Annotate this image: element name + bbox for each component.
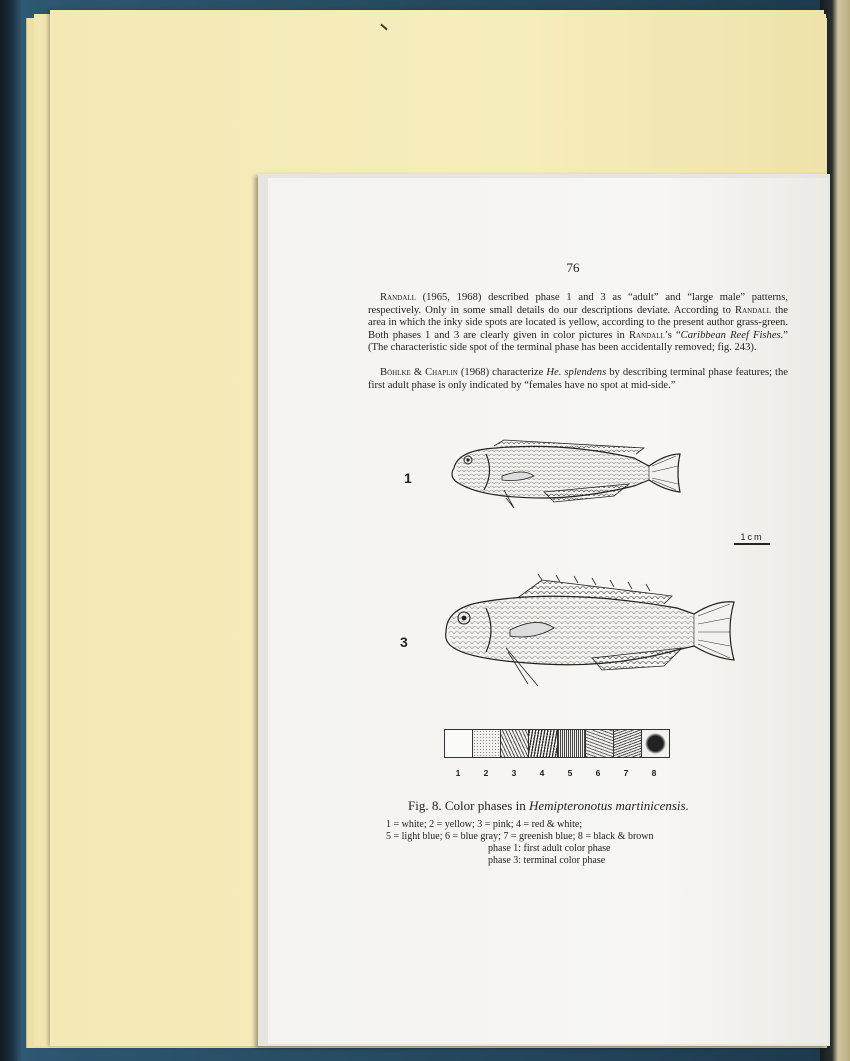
swatch-greenish-blue [614, 730, 642, 757]
book-title: Caribbean Reef Fishes. [680, 329, 784, 341]
swatch-number: 6 [595, 768, 601, 778]
scale-bar-line [734, 543, 770, 545]
author-name: Böhlke & Chaplin [380, 367, 458, 378]
legend-line: 1 = white; 2 = yellow; 3 = pink; 4 = red & white; [386, 819, 583, 830]
scale-bar-label: 1cm [740, 532, 764, 542]
legend-line: 5 = light blue; 6 = blue gray; 7 = greenish blue; 8 = black & brown [386, 831, 654, 842]
swatch-number: 4 [539, 768, 545, 778]
paragraph-text: ” (The characteristic side spot of the terminal phase has been accidentally removed; fig. 243). [368, 329, 788, 354]
swatch-black-brown [642, 730, 669, 757]
paragraph-randall [368, 292, 788, 355]
fish-label-1: 1 [404, 470, 412, 486]
figure-caption [408, 798, 758, 814]
fish-illustration-phase-1 [444, 432, 684, 514]
paragraph-text: (1968) characterize [457, 367, 547, 378]
swatch-red-white [529, 730, 557, 757]
paragraph-bohlke [368, 367, 788, 392]
fish-label-3: 3 [400, 634, 408, 650]
author-name: Randall [628, 329, 665, 341]
caption-species: Hemipteronotus martinicensis. [528, 798, 689, 813]
swatch-light-blue [558, 730, 586, 757]
paragraph-text: the area in which the inky side spots are located is yellow, according to the present author grass-green. Both phases 1 and 3 are clearly given in color pictures in [368, 304, 788, 341]
swatch-blue-gray [586, 730, 614, 757]
swatch-number: 1 [455, 768, 461, 778]
fish-illustration-phase-3 [442, 574, 742, 704]
species-name: He. splendens [546, 367, 607, 378]
swatch-number: 8 [651, 768, 657, 778]
author-name: Randall [735, 304, 771, 316]
scale-bar [732, 532, 772, 544]
caption-prefix: Fig. 8. Color phases in [408, 798, 529, 813]
swatch-white [445, 730, 473, 757]
book-page [268, 178, 828, 1044]
legend-line: phase 3: terminal color phase [488, 855, 606, 866]
legend-line: phase 1: first adult color phase [488, 843, 611, 854]
swatch-number: 2 [483, 768, 489, 778]
swatch-yellow [473, 730, 501, 757]
swatch-number: 7 [623, 768, 629, 778]
paragraph-text: ’s “ [664, 329, 681, 341]
swatch-pink [501, 730, 529, 757]
paragraph-text: by describing terminal phase features; the first adult phase is only indicated by “females have no spot at mid-side.” [368, 367, 788, 391]
swatch-number: 5 [567, 768, 573, 778]
author-name: Randall [380, 292, 416, 303]
paragraph-text: (1965, 1968) described phase 1 and 3 as “adult” and “large male” patterns, respectively. Only in some small details do our descriptions deviate. According to [368, 292, 788, 316]
swatch-numbers [444, 768, 668, 778]
page-number: 76 [566, 260, 580, 275]
color-swatch-legend [444, 729, 670, 758]
swatch-number: 3 [511, 768, 517, 778]
